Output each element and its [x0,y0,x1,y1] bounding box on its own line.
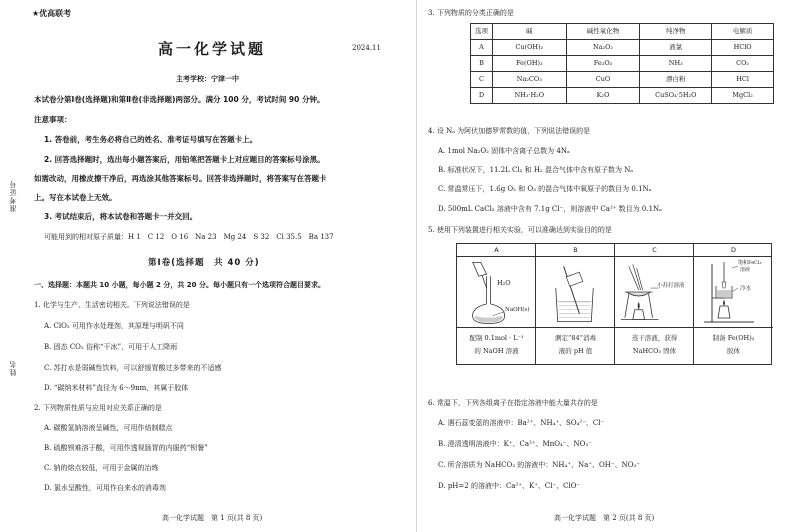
q2-option-a: A. 碳酸氢钠溶液呈碱性，可用作焙制糕点 [44,424,173,432]
table-cell: Cu(OH)₂ [492,40,566,56]
q1-stem: 1. 化学与生产、生活密切相关。下列说法错误的是 [34,301,190,309]
table-cell: HCl [712,72,774,88]
notice-2b: 如需改动，用橡皮擦干净后，再选涂其他答案标号。回答非选择题时，将答案写在答题卡 [34,174,327,183]
apparatus-label-a: A [494,246,499,254]
apparatus-grid [456,243,772,365]
table-cell: B [471,56,493,72]
table-cell: HClO [712,40,774,56]
table-header-row [471,24,774,40]
table-cell: C [471,72,493,88]
baking-soda-label: 小苏打溶液 [657,283,685,289]
fecl3-label: 饱和FeCl₃ [738,260,762,266]
q1-option-a: A. ClO₂ 可用作水处理剂，其原理与明矾不同 [44,322,184,330]
table-cell: 液氯 [640,40,712,56]
beaker-ph-test-icon [536,258,614,326]
table-cell: NH₃·H₂O [492,88,566,104]
notice-1: 1. 答卷前，考生务必将自己的姓名、准考证号填写在答题卡上。 [44,135,258,144]
caption-a-line1: 配制 0.1mol · L⁻¹ [469,334,524,342]
q2-stem: 2. 下列物质性质与应用对应关系正确的是 [34,404,162,412]
q1-option-c: C. 苏打水是弱碱性饮料，可以舒缓胃酸过多带来的不适感 [44,364,222,372]
apparatus-c [615,244,694,364]
table-cell: NH₃ [640,56,712,72]
q6-option-a: A. 遇石蕊变蓝的溶液中：Ba²⁺、NH₄⁺、SO₄²⁻、Cl⁻ [438,419,605,427]
q6-option-d: D. pH=2 的溶液中：Ca²⁺、K⁺、Cl⁻、ClO⁻ [438,482,581,490]
q2-option-b: B. 硫酸钡难溶于酸，可用作透视肠胃的内服药“钡餐” [44,444,208,452]
table-row [471,56,774,72]
q2-option-c: C. 钠的熔点较低，可用于金属的冶炼 [44,464,159,472]
table-cell: CO₂ [712,56,774,72]
notice-2a: 2. 回答选择题时，选出每小题答案后，用铅笔把答题卡上对应题目的答案标号涂黑。 [44,155,325,164]
q4-option-a: A. 1mol Na₂O₂ 固体中含离子总数为 4Nₐ [438,147,570,155]
table-cell: Na₂O₂ [566,40,640,56]
table-header-cell: 电解质 [712,24,774,40]
table-cell: CuSO₄·5H₂O [640,88,712,104]
q4-option-b: B. 标准状况下，11.2L Cl₂ 和 H₂ 混合气体中含有原子数为 Nₐ [438,166,634,174]
table-header-cell: 碱性氧化物 [566,24,640,40]
naoh-solid-label: NaOH(s) [505,307,530,313]
page-footer-1: 高一化学试题 第 1 页(共 8 页) [162,514,263,522]
caption-b-line2: 液的 pH 值 [558,347,593,355]
host-school: 主考学校：宁津一中 [176,75,239,83]
notice-title: 注意事项： [34,115,72,124]
q4-option-c: C. 常温常压下，1.6g O₂ 和 O₃ 的混合气体中氧原子的数目为 0.1Nₐ [438,185,652,193]
caption-d [694,327,773,365]
q2-option-d: D. 氯水呈酸性，可用作自来水的消毒剂 [44,484,166,492]
table-header-cell: 碱 [492,24,566,40]
exam-date: 2024.11 [352,44,381,52]
apparatus-label-c: C [652,246,657,254]
table-header-cell: 纯净物 [640,24,712,40]
table-cell: 漂白粉 [640,72,712,88]
binding-margin [0,0,26,532]
table-row [471,72,774,88]
caption-a-line2: 的 NaOH 溶液 [474,347,519,355]
caption-c [615,327,694,365]
name-label: 姓名 [9,360,17,376]
q5-stem: 5. 使用下列装置进行相关实验，可以准确达到实验目的的是 [428,226,612,234]
table-cell: Fe(OH)₃ [492,56,566,72]
q1-option-d: D. “碳纳米材料”直径为 6～9nm，其属于胶体 [44,384,189,392]
exam-title: 高一化学试题 [158,40,267,58]
notice-2c: 上。写在本试卷上无效。 [34,193,117,202]
table-row [471,88,774,104]
notice-3: 3. 考试结束后，将本试卷和答题卡一并交回。 [44,212,198,221]
q6-option-c: C. 所含溶质为 NaHCO₃ 的溶液中：NH₄⁺、Na⁺、OH⁻、NO₃⁻ [438,461,640,469]
table-cell: MgCl₂ [712,88,774,104]
caption-c-line1: 蒸干溶液，获得 [631,334,678,342]
apparatus-label-b: B [573,246,578,254]
water-label: H₂O [497,279,511,287]
candidate-number-label: 准考证号 [9,180,17,212]
table-header-cell: 选项 [471,24,493,40]
table-cell: CuO [566,72,640,88]
page-footer-2: 高一化学试题 第 2 页(共 8 页) [554,514,655,522]
q3-stem: 3. 下列物质的分类正确的是 [428,9,514,17]
left-page [30,0,410,532]
exam-badge: ★优高联考 [32,9,72,18]
q4-option-d: D. 500mL CaCl₂ 溶液中含有 7.1g Cl⁻，则溶液中 Ca²⁺ 数目为 0.1Nₐ [438,205,662,213]
apparatus-b [536,244,615,364]
q4-stem: 4. 设 Nₐ 为阿伏加德罗常数的值，下列说法错误的是 [428,127,591,135]
section-intro: 一、选择题：本题共 10 小题，每小题 2 分，共 20 分。每小题只有一个选项符合题目要求。 [34,281,325,289]
q6-option-b: B. 澄清透明溶液中：K⁺、Ca²⁺、MnO₄⁻、NO₃⁻ [438,440,592,448]
evaporating-dish-icon [615,258,693,326]
section-title: 第Ⅰ卷(选择题 共 40 分) [148,258,260,268]
page-divider [416,0,417,532]
volumetric-flask-icon [457,258,535,326]
fecl3-solution-label: 溶液 [740,267,751,273]
caption-d-line2: 胶体 [727,347,740,355]
apparatus-d [694,244,773,364]
q1-option-b: B. 固态 CO₂ 俗称“干冰”，可用于人工降雨 [44,343,178,351]
right-page [424,0,788,532]
intro-text: 本试卷分第Ⅰ卷(选择题)和第Ⅱ卷(非选择题)两部分。满分 100 分，考试时间 90 分钟。 [34,95,325,104]
table-cell: K₂O [566,88,640,104]
caption-a [457,327,536,365]
cold-water-label: 冷水 [740,286,752,292]
caption-b-line1: 测定“84”消毒 [555,334,596,342]
table-cell: A [471,40,493,56]
apparatus-label-d: D [730,246,736,254]
classification-table [470,23,774,104]
q6-stem: 6. 常温下，下列各组离子在指定溶液中能大量共存的是 [428,399,598,407]
table-cell: Fe₂O₃ [566,56,640,72]
atomic-mass-line: 可能用到的相对原子质量：H 1 C 12 O 16 Na 23 Mg 24 S 32 Cl 35.5 Ba 137 [44,233,334,241]
heating-apparatus-icon [694,258,773,326]
caption-b [536,327,615,365]
table-cell: D [471,88,493,104]
caption-c-line2: NaHCO₃ 固体 [632,347,677,355]
table-row [471,40,774,56]
caption-d-line1: 制备 Fe(OH)₃ [712,334,755,342]
table-cell: Na₂CO₃ [492,72,566,88]
apparatus-a [457,244,536,364]
